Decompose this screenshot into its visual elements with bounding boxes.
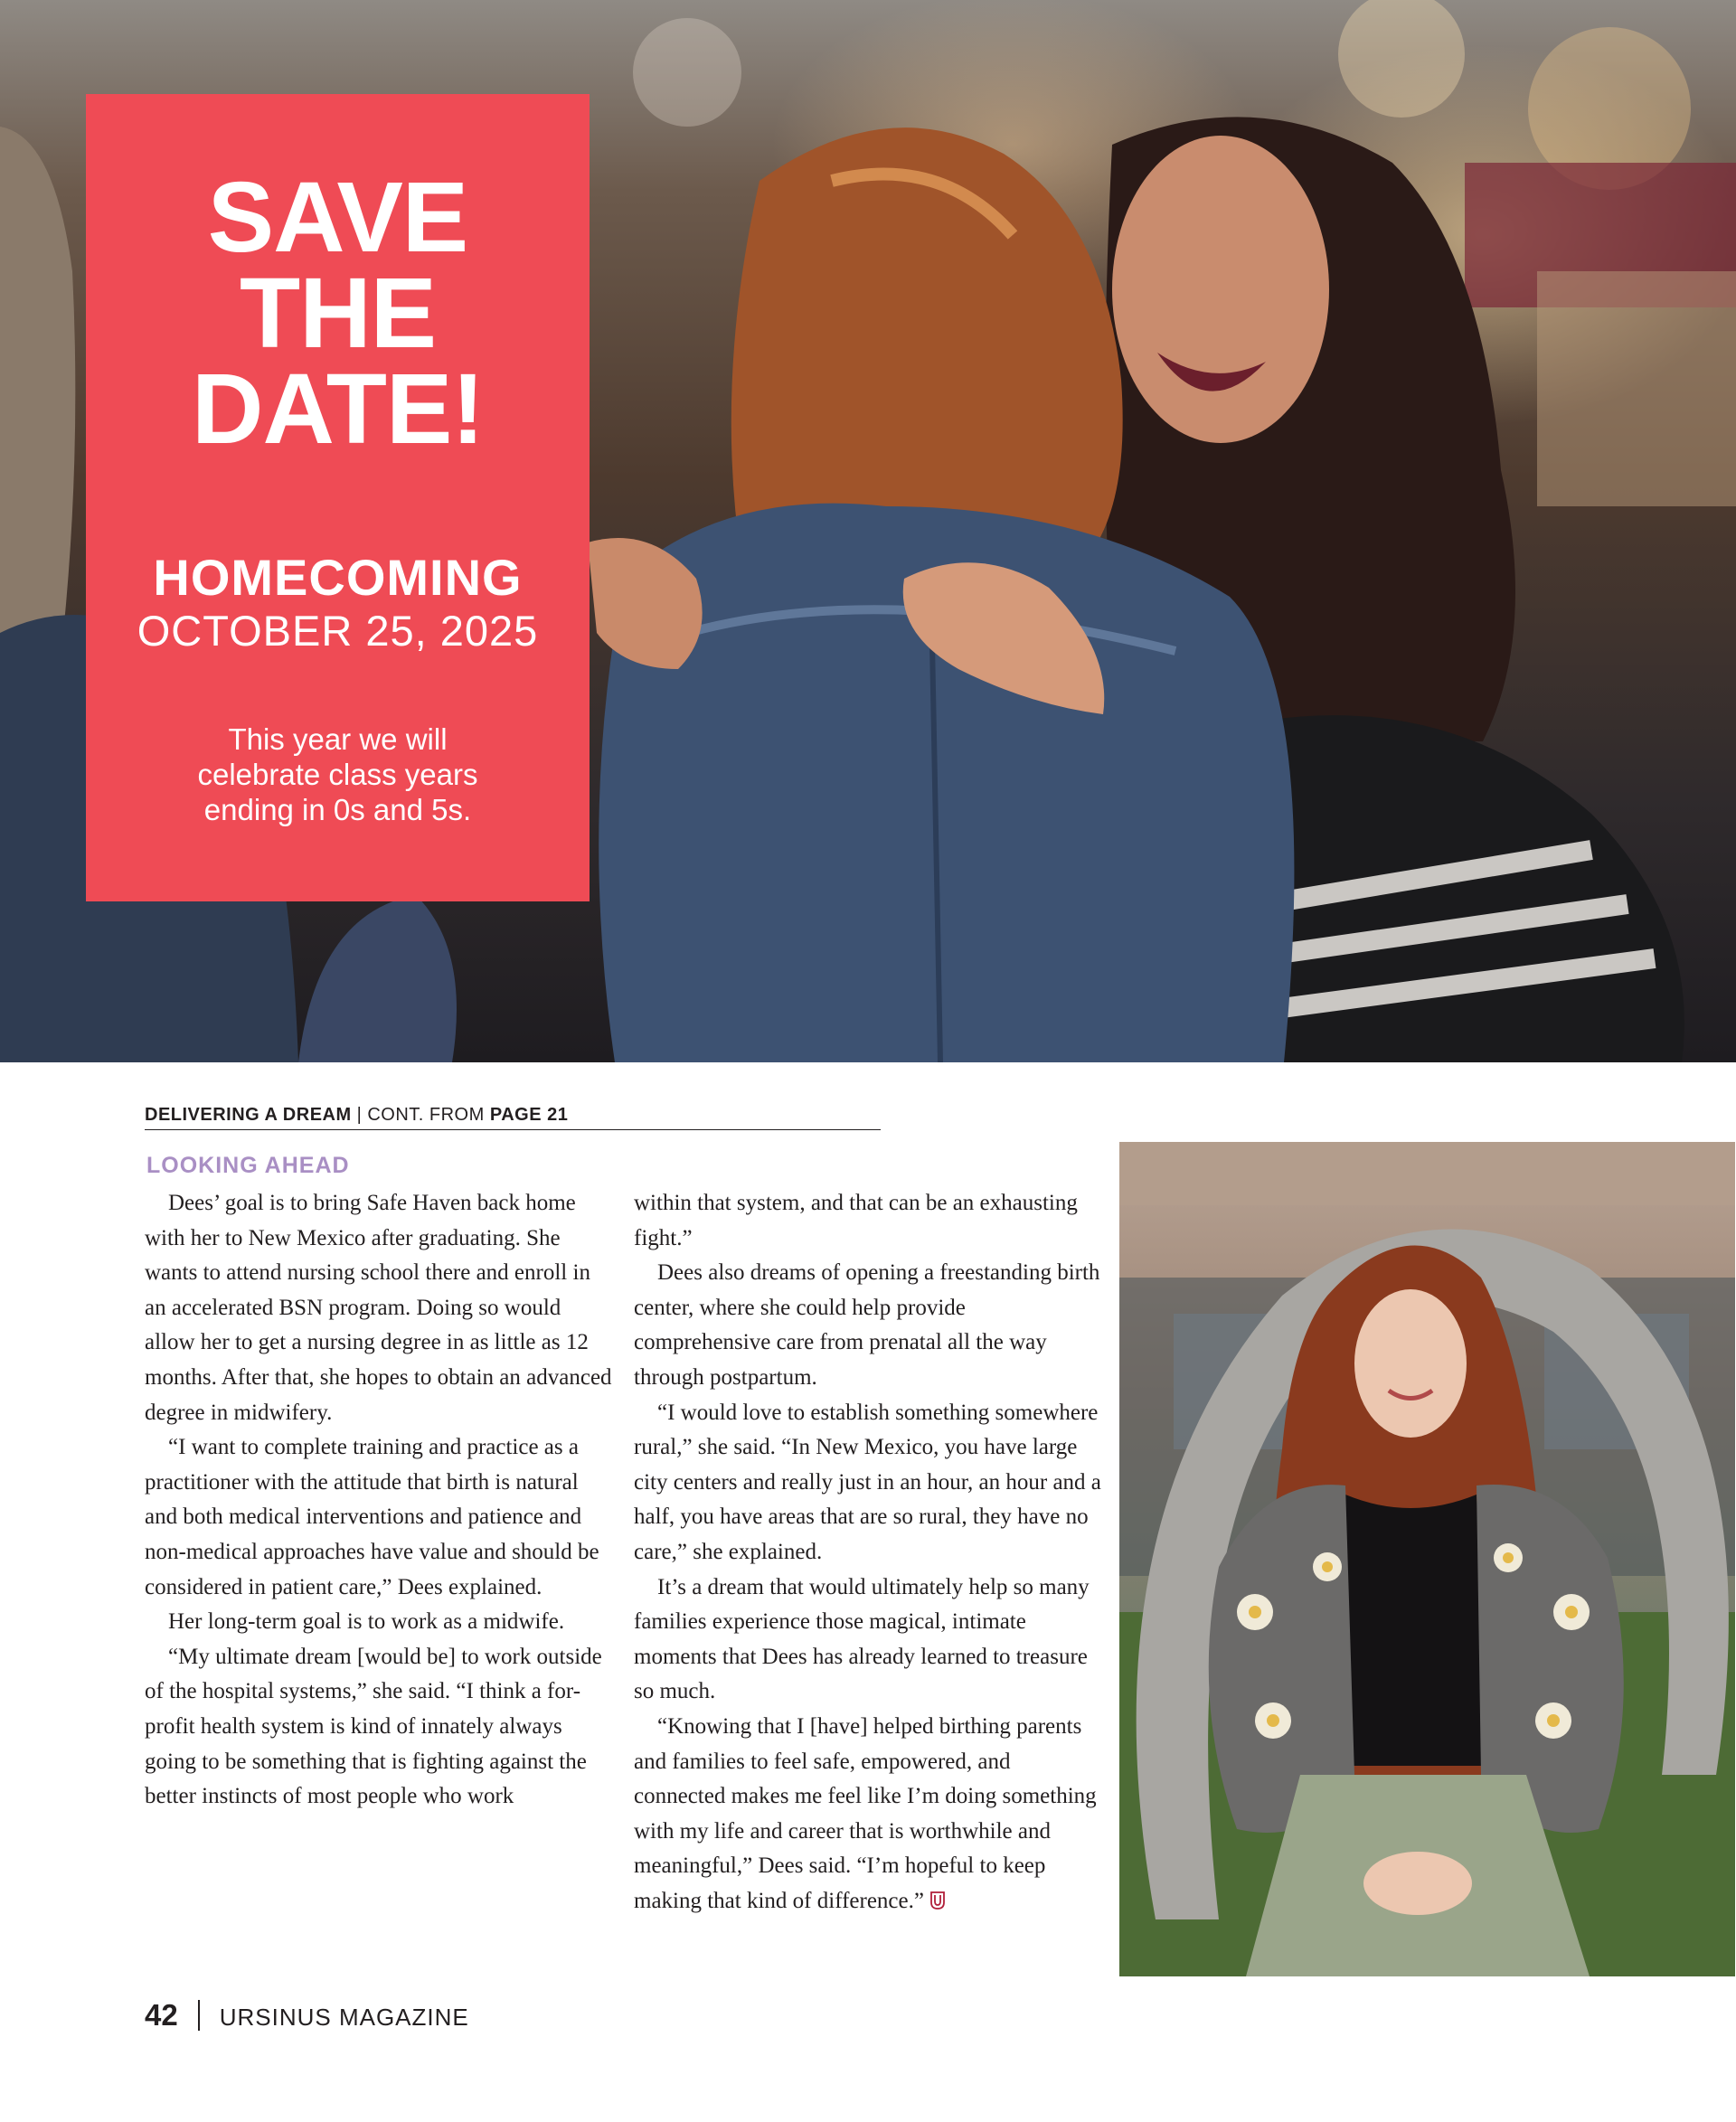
body-paragraph: “I want to complete training and practice as a practitioner with the attitude that birth is natural and both medical interventions and patience and non-medical approaches have value and should be considered in patient care,” Dees explained. [145,1435,599,1599]
portrait-photo-illustration [1119,1142,1735,1976]
final-paragraph-text: “Knowing that I [have] helped birthing parents and families to feel safe, empowered, and connected makes me feel like I’m doing something with my life and career that is worthwhile and meaningful,” Dees said. “I’m hopeful to keep making that kind of difference.” [634,1713,1097,1913]
article-column-left [145,1186,615,1815]
ursinus-u-icon [929,1891,946,1910]
kicker-divider: | [356,1105,363,1125]
homecoming-heading: HOMECOMING [153,549,523,606]
publication-name: URSINUS MAGAZINE [219,2004,469,2031]
homecoming-date: OCTOBER 25, 2025 [137,607,539,655]
body-paragraph-final [634,1710,1104,1919]
body-paragraph: “My ultimate dream [would be] to work outside of the hospital systems,” she said. “I think a for-profit health system is kind of innately always going to be something that is fighting against the better instincts of most people who work [145,1644,602,1809]
body-paragraph: within that system, and that can be an exhausting fight.” [634,1191,1078,1250]
portrait-photo-dees [1119,1142,1735,1976]
save-the-date-panel [86,94,590,901]
section-subhead: LOOKING AHEAD [146,1153,350,1178]
save-the-date-title: SAVE THE DATE! [192,162,484,465]
article-column-right [634,1186,1104,1919]
kicker-continued: CONT. FROM [367,1105,485,1125]
page-footer [145,1998,469,2032]
footer-divider [198,2000,200,2031]
body-paragraph: “I would love to establish something somewhere rural,” she said. “In New Mexico, you have large city centers and really just in an hour, an hour and a half, you have areas that are so rural, they have no care,” she explained. [634,1400,1101,1564]
kicker-page: PAGE 21 [489,1105,569,1125]
body-paragraph: It’s a dream that would ultimately help so many families experience those magical, intimate moments that Dees has already learned to treasure so much. [634,1574,1090,1704]
kicker-title: DELIVERING A DREAM [145,1105,352,1125]
body-paragraph: Dees also dreams of opening a freestanding birth center, where she could help provide comprehensive care from prenatal all the way through postpartum. [634,1260,1100,1390]
article-kicker [145,1105,881,1130]
homecoming-note: This year we will celebrate class years ending in 0s and 5s. [197,722,478,826]
body-paragraph: Her long-term goal is to work as a midwife. [168,1609,565,1635]
body-paragraph: Dees’ goal is to bring Safe Haven back home with her to New Mexico after graduating. She wants to attend nursing school there and enroll in an accelerated BSN program. Doing so would allow her to get a nursing degree in as little as 12 months. After that, she hopes to obtain an advanced degree in midwifery. [145,1191,612,1425]
page-number: 42 [145,1998,178,2032]
